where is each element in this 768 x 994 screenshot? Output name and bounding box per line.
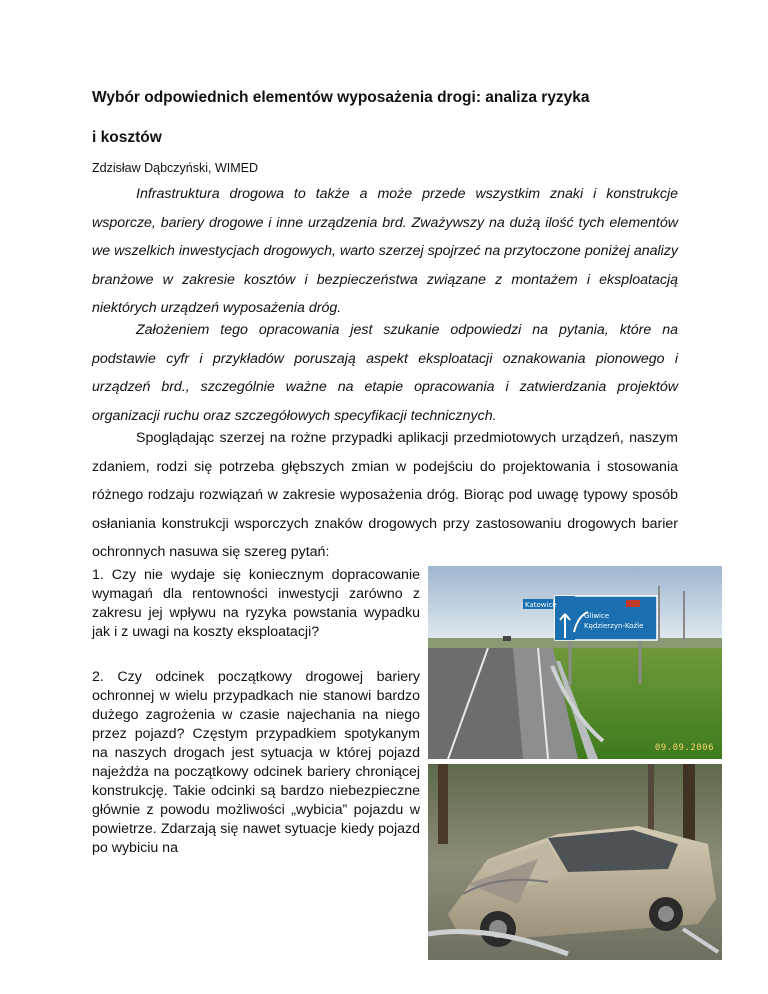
crashed-car-photo xyxy=(428,764,722,960)
paragraph-questions-lead: Spoglądając szerzej na rożne przypadki aplikacji przedmiotowych urządzeń, naszym zdaniem, rodzi się potrzeba głębszych zmian w podejściu do projektowania i stosowania różnego rodzaju rozwiązań w zakresie wyposażenia dróg. Biorąc pod uwagę typowy sposób osłaniania konstrukcji wsporczych znaków drogowych przy zastosowaniu drogowych barier ochronnych nasuwa się szereg pytań: xyxy=(92,430,678,560)
sign-mid-text: Gliwice xyxy=(584,612,610,620)
road-sign-photo xyxy=(428,566,722,759)
crashed-car-photo-illustration xyxy=(428,764,722,960)
paragraph-purpose: Założeniem tego opracowania jest szukanie odpowiedzi na pytania, które na podstawie cyfr i przykładów poruszają aspekt eksploatacji oznakowania pionowego i urządzeń brd., szczególnie ważne na etapie opracowania i zatwierdzania projektów organizacji ruchu oraz szczegółowych specyfikacji technicznych. xyxy=(92,322,678,424)
document-title-line1: Wybór odpowiednich elementów wyposażenia drogi: analiza ryzyka xyxy=(92,89,590,106)
sign-top-text: Katowice xyxy=(525,601,557,609)
photo-date-stamp: 09.09.2006 xyxy=(654,743,714,753)
document-title-line2: i kosztów xyxy=(92,129,162,146)
road-sign-photo-illustration xyxy=(428,566,722,759)
author-line: Zdzisław Dąbczyński, WIMED xyxy=(92,161,258,175)
question-2: 2. Czy odcinek początkowy drogowej bariery ochronnej w wielu przypadkach nie stanowi bardzo dużego zagrożenia w czasie najechania na niego przez pojazd? Częstym przypadkiem spotykanym na naszych drogach jest sytuacja w której pojazd najeżdża na początkowy odcinek bariery chroniącej konstrukcję. Takie odcinki są bardzo niebezpieczne głównie z powodu możliwości „wybicia” pojazdu w powietrze. Zdarzają się nawet sytuacje kiedy pojazd po wybiciu na xyxy=(92,669,420,856)
question-1: 1. Czy nie wydaje się koniecznym dopracowanie wymagań dla rentowności inwestycji zarówno z zakresu jej wpływu na ryzyka powstania wypadku jak i z uwagi na koszty eksploatacji? xyxy=(92,567,420,640)
sign-bottom-text: Kędzierzyn-Koźle xyxy=(584,622,644,630)
paragraph-intro: Infrastruktura drogowa to także a może przede wszystkim znaki i konstrukcje wsporcze, bariery drogowe i inne urządzenia brd. Zważywszy na dużą ilość tych elementów we wszelkich inwestycjach drogowych, warto szerzej spojrzeć na przytoczone poniżej analizy branżowe w zakresie kosztów i bezpieczeństwa związane z montażem i eksploatacją niektórych urządzeń wyposażenia dróg. xyxy=(92,186,678,316)
